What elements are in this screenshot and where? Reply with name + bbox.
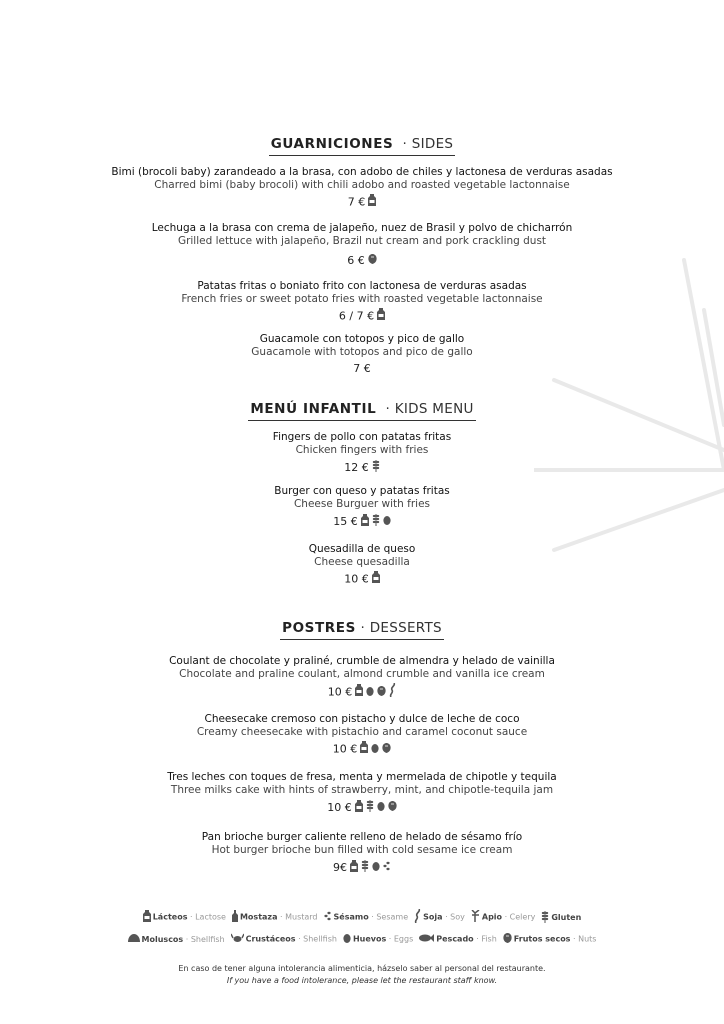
- menu-item: [0, 484, 724, 531]
- section-title-en: · DESSERTS: [360, 620, 442, 636]
- section-title-es: POSTRES: [282, 620, 356, 636]
- frutos-secos-icon: [503, 933, 512, 945]
- section-title-en: · KIDS MENU: [385, 401, 474, 417]
- item-name-en: Cheese quesadilla: [314, 556, 410, 568]
- huevos-icon: [383, 514, 391, 530]
- section-title-sides: [0, 133, 724, 156]
- legend-item: [324, 911, 409, 923]
- gluten-icon: [366, 799, 374, 817]
- lacteos-icon: [143, 910, 151, 924]
- legend-label-es: Frutos secos: [513, 934, 571, 944]
- legend-item: [128, 934, 225, 945]
- item-name-en: Three milks cake with hints of strawberry, mint, and chipotle-tequila jam: [170, 784, 554, 796]
- huevos-icon: [371, 742, 379, 758]
- item-price: 6 €: [347, 254, 365, 267]
- item-name-en: French fries or sweet potato fries with roasted vegetable lactonnaise: [181, 293, 543, 305]
- legend-label-en: · Nuts: [570, 934, 597, 944]
- legend-item: [231, 933, 337, 945]
- legend-label-es: Apio: [481, 912, 503, 922]
- legend-item: [419, 934, 497, 944]
- allergen-legend-row-1: [0, 909, 724, 925]
- legend-label-es: Crustáceos: [245, 934, 296, 944]
- pescado-icon: [419, 934, 434, 944]
- lacteos-icon: [355, 800, 363, 817]
- menu-item: [0, 430, 724, 477]
- sesamo-icon: [383, 860, 391, 876]
- legend-label-en: · Lactose: [187, 912, 226, 922]
- allergen-legend-row-2: [0, 933, 724, 945]
- item-price: 10 €: [332, 742, 358, 756]
- huevos-icon: [372, 860, 380, 876]
- item-name-es: Bimi (brocoli baby) zarandeado a la brasa, con adobo de chiles y lactonesa de verduras asadas: [111, 166, 613, 178]
- item-name-en: Creamy cheesecake with pistachio and caramel coconut sauce: [196, 726, 528, 738]
- legend-label-en: · Shellfish: [295, 934, 337, 944]
- legend-label-es: Soja: [423, 912, 443, 922]
- legend-item: [143, 910, 226, 924]
- apio-icon: [471, 910, 480, 924]
- item-name-es: Quesadilla de queso: [308, 543, 416, 555]
- menu-item: [0, 712, 724, 758]
- item-price: 10 €: [344, 572, 369, 586]
- item-price: 10 €: [327, 801, 352, 814]
- allergy-notice-es: En caso de tener alguna intolerancia alimenticia, házselo saber al personal del restaurante.: [178, 964, 546, 973]
- legend-label-es: Mostaza: [239, 912, 278, 922]
- legend-label-es: Sésamo: [333, 912, 369, 922]
- sesamo-icon: [324, 911, 332, 923]
- lacteos-icon: [350, 860, 358, 877]
- section-title-en: · SIDES: [402, 136, 454, 152]
- item-name-en: Guacamole with totopos and pico de gallo: [251, 346, 473, 358]
- menu-item: [0, 830, 724, 877]
- lacteos-icon: [372, 571, 380, 588]
- item-price: 6 / 7 €: [338, 309, 375, 323]
- gluten-icon: [372, 459, 380, 477]
- menu-item: [0, 332, 724, 377]
- legend-item: [503, 933, 597, 945]
- item-name-es: Patatas fritas o boniato frito con lactonesa de verduras asadas: [197, 280, 527, 292]
- soja-icon: [414, 909, 421, 925]
- legend-item: [541, 910, 581, 925]
- allergy-notice: [0, 963, 724, 987]
- section-title-es: MENÚ INFANTIL: [250, 401, 377, 417]
- legend-label-en: · Eggs: [386, 934, 414, 944]
- frutos-secos-icon: [382, 742, 391, 758]
- legend-label-en: · Mustard: [277, 912, 318, 922]
- legend-label-es: Huevos: [352, 934, 387, 944]
- menu-item: [0, 221, 724, 269]
- item-name-es: Pan brioche burger caliente relleno de helado de sésamo frío: [201, 831, 523, 843]
- section-title-desserts: [0, 617, 724, 640]
- item-price: 15 €: [333, 515, 358, 528]
- frutos-secos-icon: [388, 800, 397, 816]
- menu-item: [0, 770, 724, 817]
- legend-label-es: Moluscos: [141, 934, 184, 944]
- item-name-en: Charred bimi (baby brocoli) with chili adobo and roasted vegetable lactonnaise: [154, 179, 570, 191]
- legend-item: [343, 933, 413, 945]
- section-title-kids-menu: [0, 398, 724, 421]
- item-name-es: Burger con queso y patatas fritas: [274, 485, 450, 497]
- gluten-icon: [372, 513, 380, 531]
- gluten-icon: [361, 859, 369, 877]
- menu-item: [0, 542, 724, 588]
- item-name-es: Guacamole con totopos y pico de gallo: [259, 333, 465, 345]
- section-title-es: GUARNICIONES: [270, 136, 394, 152]
- legend-label-en: · Fish: [473, 934, 497, 944]
- huevos-icon: [377, 800, 385, 816]
- menu-item: [0, 654, 724, 702]
- legend-label-en: · Celery: [502, 912, 536, 922]
- item-price: 12 €: [344, 461, 369, 474]
- moluscos-icon: [128, 934, 140, 945]
- menu-item: [0, 165, 724, 211]
- soja-icon: [389, 683, 396, 702]
- legend-item: [232, 910, 318, 924]
- legend-label-en: · Shellfish: [183, 934, 225, 944]
- item-name-en: Grilled lettuce with jalapeño, Brazil nut cream and pork crackling dust: [177, 235, 547, 247]
- item-name-es: Lechuga a la brasa con crema de jalapeño, nuez de Brasil y polvo de chicharrón: [151, 222, 573, 234]
- item-price: 7 €: [347, 195, 366, 209]
- crustaceos-icon: [231, 933, 244, 945]
- legend-item: [471, 910, 535, 924]
- legend-label-es: Gluten: [551, 912, 582, 922]
- gluten-icon: [541, 910, 549, 925]
- item-price: 9€: [333, 861, 347, 874]
- legend-label-en: · Soy: [442, 912, 465, 922]
- item-name-en: Hot burger brioche bun filled with cold sesame ice cream: [211, 844, 513, 856]
- huevos-icon: [343, 933, 351, 945]
- item-price: 10 €: [327, 685, 353, 699]
- lacteos-icon: [368, 194, 376, 211]
- item-name-en: Chicken fingers with fries: [295, 444, 429, 456]
- lacteos-icon: [355, 684, 363, 701]
- frutos-secos-icon: [368, 253, 377, 269]
- legend-item: [414, 909, 465, 925]
- item-name-es: Fingers de pollo con patatas fritas: [272, 431, 452, 443]
- lacteos-icon: [361, 514, 369, 531]
- allergy-notice-en: If you have a food intolerance, please let the restaurant staff know.: [226, 976, 498, 985]
- lacteos-icon: [377, 308, 385, 325]
- menu-item: [0, 279, 724, 325]
- item-name-en: Chocolate and praline coulant, almond crumble and vanilla ice cream: [179, 668, 545, 680]
- lacteos-icon: [360, 741, 368, 758]
- mostaza-icon: [232, 910, 238, 924]
- item-name-es: Tres leches con toques de fresa, menta y mermelada de chipotle y tequila: [167, 771, 557, 783]
- item-price: 7 €: [353, 362, 371, 375]
- huevos-icon: [366, 685, 374, 701]
- item-name-es: Cheesecake cremoso con pistacho y dulce de leche de coco: [204, 713, 520, 725]
- frutos-secos-icon: [377, 685, 386, 701]
- legend-label-es: Pescado: [436, 934, 474, 944]
- item-name-en: Cheese Burguer with fries: [293, 498, 431, 510]
- legend-label-en: · Sesame: [368, 912, 409, 922]
- legend-label-es: Lácteos: [152, 912, 188, 922]
- item-name-es: Coulant de chocolate y praliné, crumble de almendra y helado de vainilla: [169, 655, 555, 667]
